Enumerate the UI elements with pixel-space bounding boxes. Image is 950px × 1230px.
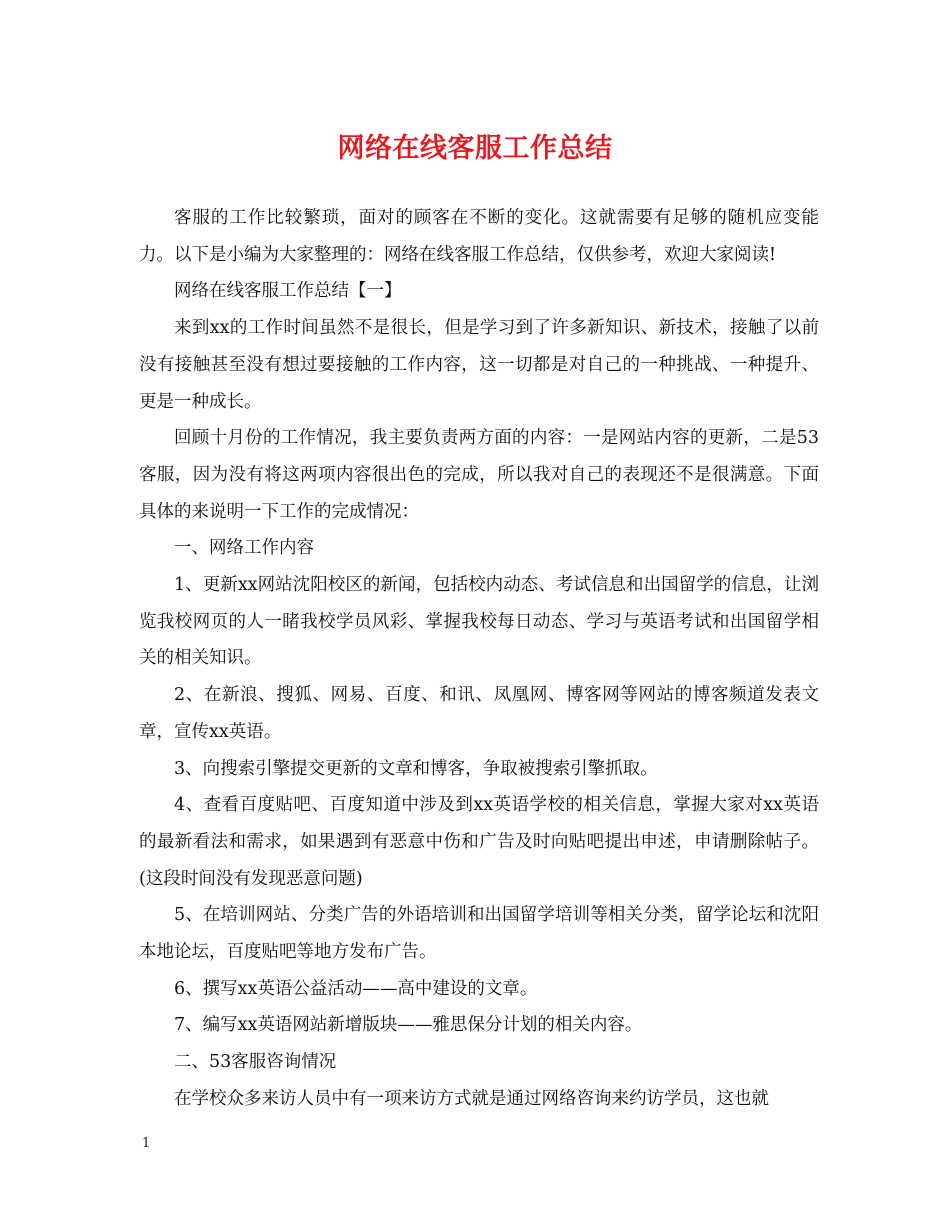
list-item: 3、向搜索引擎提交更新的文章和博客，争取被搜索引擎抓取。 bbox=[174, 758, 658, 779]
paragraph: 在学校众多来访人员中有一项来访方式就是通过网络咨询来约访学员，这也就 bbox=[174, 1088, 769, 1109]
list-item: 2、在新浪、搜狐、网易、百度、和讯、凤凰网、博客网等网站的博客频道发表文章，宣传xx英语。 bbox=[139, 685, 819, 742]
section-heading-part-one: 网络在线客服工作总结【一】 bbox=[174, 281, 402, 302]
list-item: 5、在培训网站、分类广告的外语培训和出国留学培训等相关分类，留学论坛和沈阳本地论坛，百度贴吧等地方发布广告。 bbox=[139, 905, 819, 963]
list-item: 7、编写xx英语网站新增版块——雅思保分计划的相关内容。 bbox=[174, 1015, 643, 1036]
list-item: 1、更新xx网站沈阳校区的新闻，包括校内动态、考试信息和出国留学的信息，让浏览我校网页的人一睹我校学员风彩、掌握我校每日动态、学习与英语考试和出国留学相关的相关知识。 bbox=[139, 575, 819, 669]
page-number: 1 bbox=[142, 1136, 151, 1151]
document-title: 网络在线客服工作总结 bbox=[337, 133, 613, 164]
section-heading-network-work: 一、网络工作内容 bbox=[174, 538, 314, 559]
paragraph: 来到xx的工作时间虽然不是很长，但是学习到了许多新知识、新技术，接触了以前没有接触甚至没有想过要接触的工作内容，这一切都是对自己的一种挑战、一种提升、更是一种成长。 bbox=[139, 318, 819, 412]
paragraph-intro: 客服的工作比较繁琐，面对的顾客在不断的变化。这就需要有足够的随机应变能力。以下是小编为大家整理的：网络在线客服工作总结，仅供参考，欢迎大家阅读! bbox=[139, 208, 819, 265]
list-item: 6、撰写xx英语公益活动——高中建设的文章。 bbox=[174, 978, 538, 999]
paragraph: 回顾十月份的工作情况，我主要负责两方面的内容：一是网站内容的更新，二是53客服，因为没有将这两项内容很出色的完成，所以我对自己的表现还不是很满意。下面具体的来说明一下工作的完成情况： bbox=[139, 428, 819, 522]
list-item: 4、查看百度贴吧、百度知道中涉及到xx英语学校的相关信息，掌握大家对xx英语的最新看法和需求，如果遇到有恶意中伤和广告及时向贴吧提出申述，申请删除帖子。(这段时间没有发现恶意问题) bbox=[139, 795, 819, 889]
section-heading-customer-service: 二、53客服咨询情况 bbox=[174, 1052, 337, 1073]
document-body bbox=[139, 200, 819, 1118]
